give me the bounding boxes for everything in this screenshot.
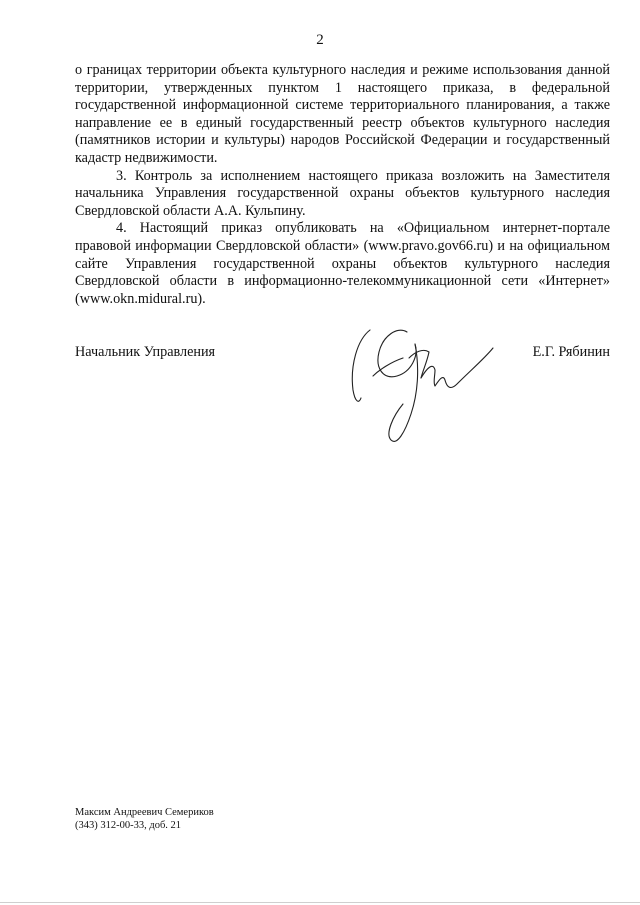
page-number: 2 xyxy=(316,32,324,48)
page-bottom-edge xyxy=(0,902,640,903)
paragraph-continuation: о границах территории объекта культурного наследия и режиме использования данной территории, утвержденных пунктом 1 настоящего приказа, в федеральной государственной информационной системе территориального планирования, а также направление ее в единый государственный реестр объектов культурного наследия (памятников истории и культуры) народов Российской Федерации и государственный кадастр недвижимости. xyxy=(75,62,610,166)
executor-phone: (343) 312-00-33, доб. 21 xyxy=(75,820,182,831)
paragraph-item-3: 3. Контроль за исполнением настоящего приказа возложить на Заместителя начальника Управления государственной охраны объектов культурного наследия Свердловской области А.А. Кульпину. xyxy=(75,167,610,219)
signatory-position: Начальник Управления xyxy=(75,344,216,360)
paragraph-item-4: 4. Настоящий приказ опубликовать на «Официальном интернет-портале правовой информации Свердловской области» (www.pravo.gov66.ru) и на официальном сайте Управления государственной охраны объектов культурного наследия Свердловской области в информационно-телекоммуникационной сети «Интернет» (www.okn.midural.ru). xyxy=(75,220,610,307)
handwritten-signature xyxy=(345,318,495,458)
document-body xyxy=(75,62,610,308)
executor-name: Максим Андреевич Семериков xyxy=(75,807,214,818)
executor-info xyxy=(75,806,214,832)
signatory-name: Е.Г. Рябинин xyxy=(532,344,610,360)
signature-block xyxy=(75,343,610,363)
